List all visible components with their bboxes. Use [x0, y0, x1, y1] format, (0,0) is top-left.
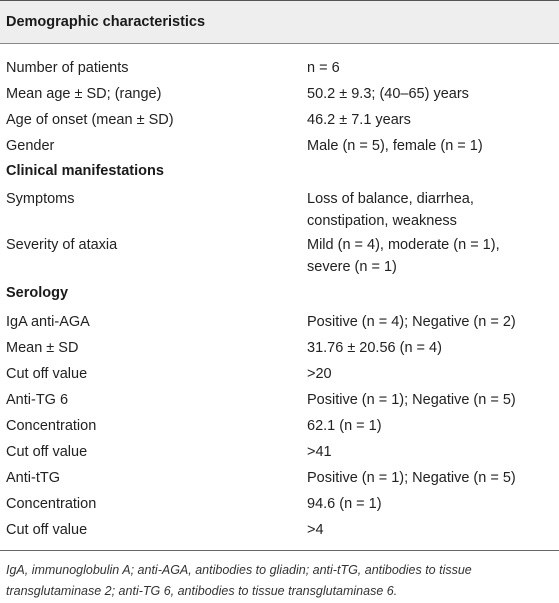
row-value: Positive (n = 4); Negative (n = 2) [307, 314, 516, 330]
row-label: Concentration [6, 418, 97, 434]
row-value-line: severe (n = 1) [307, 259, 397, 275]
row-value: >4 [307, 522, 324, 538]
table-bottom-rule [0, 550, 559, 551]
row-label: Mean age ± SD; (range) [6, 86, 162, 102]
row-label: Cut off value [6, 366, 88, 382]
row-value [307, 188, 552, 232]
row-label: Anti-TG 6 [6, 392, 69, 408]
section-title-clinical: Clinical manifestations [6, 163, 164, 179]
row-value: >41 [307, 444, 332, 460]
header-title: Demographic characteristics [6, 14, 206, 30]
section-title-serology: Serology [6, 285, 69, 301]
row-label: Anti-tTG [6, 470, 60, 486]
row-value [307, 234, 552, 278]
row-label: Cut off value [6, 522, 88, 538]
row-value: Male (n = 5), female (n = 1) [307, 138, 483, 154]
row-label: Number of patients [6, 60, 129, 76]
table-row [0, 188, 559, 232]
row-value: 46.2 ± 7.1 years [307, 112, 411, 128]
row-label: Symptoms [6, 191, 75, 207]
row-value: Positive (n = 1); Negative (n = 5) [307, 470, 516, 486]
row-value-line: constipation, weakness [307, 213, 457, 229]
table-row [0, 234, 559, 278]
row-label: IgA anti-AGA [6, 314, 90, 330]
row-value: >20 [307, 366, 332, 382]
row-value-line: Mild (n = 4), moderate (n = 1), [307, 237, 500, 253]
row-label: Concentration [6, 496, 97, 512]
row-label: Age of onset (mean ± SD) [6, 112, 174, 128]
row-value-line: Loss of balance, diarrhea, [307, 191, 474, 207]
table-footnote: IgA, immunoglobulin A; anti-AGA, antibodies to gliadin; anti-tTG, antibodies to tissue transglutaminase 2; anti-TG 6, antibodies to tissue transglutaminase 6. [6, 563, 472, 598]
row-value: 62.1 (n = 1) [307, 418, 382, 434]
row-value: Positive (n = 1); Negative (n = 5) [307, 392, 516, 408]
row-label: Severity of ataxia [6, 237, 118, 253]
row-label: Gender [6, 138, 55, 154]
row-value: 94.6 (n = 1) [307, 496, 382, 512]
row-label: Cut off value [6, 444, 88, 460]
table-header [0, 0, 559, 44]
row-value: 31.76 ± 20.56 (n = 4) [307, 340, 442, 356]
row-label: Mean ± SD [6, 340, 79, 356]
row-value: n = 6 [307, 60, 340, 76]
row-value: 50.2 ± 9.3; (40–65) years [307, 86, 469, 102]
